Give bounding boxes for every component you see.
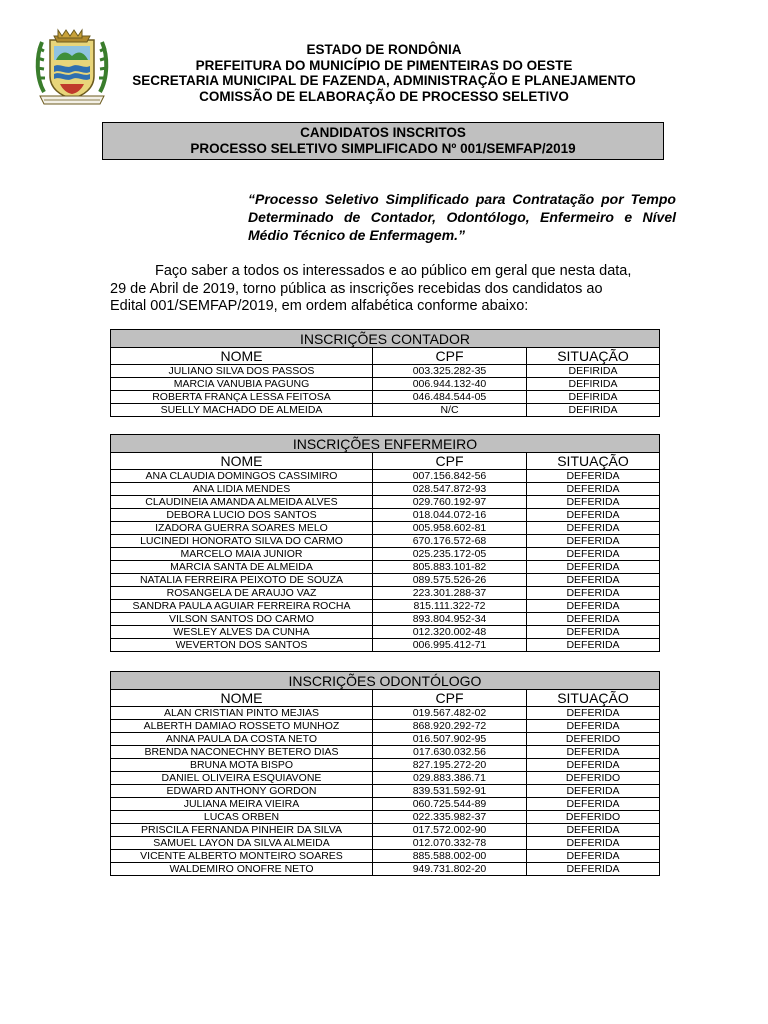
column-header-name: NOME — [111, 348, 373, 365]
table-row — [111, 535, 660, 548]
cpf-cell: 025.235.172-05 — [373, 548, 527, 561]
candidate-name-cell: ALBERTH DAMIAO ROSSETO MUNHOZ — [111, 720, 373, 733]
status-cell: DEFERIDA — [527, 707, 660, 720]
table-title: INSCRIÇÕES ENFERMEIRO — [111, 435, 660, 453]
cpf-cell: 029.883.386.71 — [373, 772, 527, 785]
cpf-cell: 012.070.332-78 — [373, 837, 527, 850]
candidate-name-cell: DANIEL OLIVEIRA ESQUIAVONE — [111, 772, 373, 785]
status-cell: DEFERIDA — [527, 720, 660, 733]
status-cell: DEFIRIDA — [527, 391, 660, 404]
status-cell: DEFERIDA — [527, 509, 660, 522]
cpf-cell: N/C — [373, 404, 527, 417]
candidate-name-cell: CLAUDINEIA AMANDA ALMEIDA ALVES — [111, 496, 373, 509]
status-cell: DEFERIDA — [527, 626, 660, 639]
table-row — [111, 759, 660, 772]
candidate-name-cell: EDWARD ANTHONY GORDON — [111, 785, 373, 798]
cpf-cell: 012.320.002-48 — [373, 626, 527, 639]
candidate-name-cell: WEVERTON DOS SANTOS — [111, 639, 373, 652]
status-cell: DEFERIDA — [527, 837, 660, 850]
cpf-cell: 046.484.544-05 — [373, 391, 527, 404]
status-cell: DEFIRIDA — [527, 365, 660, 378]
table-row — [111, 509, 660, 522]
candidate-name-cell: ANNA PAULA DA COSTA NETO — [111, 733, 373, 746]
table-row — [111, 613, 660, 626]
candidate-name-cell: PRISCILA FERNANDA PINHEIR DA SILVA — [111, 824, 373, 837]
cpf-cell: 006.995.412-71 — [373, 639, 527, 652]
cpf-cell: 019.567.482-02 — [373, 707, 527, 720]
cpf-cell: 007.156.842-56 — [373, 470, 527, 483]
candidate-name-cell: BRENDA NACONECHNY BETERO DIAS — [111, 746, 373, 759]
status-cell: DEFERIDO — [527, 733, 660, 746]
table-row — [111, 378, 660, 391]
status-cell: DEFERIDA — [527, 798, 660, 811]
status-cell: DEFERIDA — [527, 600, 660, 613]
table-row — [111, 850, 660, 863]
candidate-name-cell: ANA CLAUDIA DOMINGOS CASSIMIRO — [111, 470, 373, 483]
candidate-name-cell: ALAN CRISTIAN PINTO MEJIAS — [111, 707, 373, 720]
status-cell: DEFERIDA — [527, 824, 660, 837]
table-row — [111, 707, 660, 720]
table-row — [111, 548, 660, 561]
paragraph-line-2: 29 de Abril de 2019, torno pública as inscrições recebidas dos candidatos ao — [110, 280, 603, 297]
cpf-cell: 839.531.592-91 — [373, 785, 527, 798]
candidate-name-cell: JULIANA MEIRA VIEIRA — [111, 798, 373, 811]
candidate-name-cell: ANA LIDIA MENDES — [111, 483, 373, 496]
table-row — [111, 404, 660, 417]
cpf-cell: 827.195.272-20 — [373, 759, 527, 772]
table-row — [111, 639, 660, 652]
candidate-name-cell: MARCIA VANUBIA PAGUNG — [111, 378, 373, 391]
cpf-cell: 016.507.902-95 — [373, 733, 527, 746]
column-header-name: NOME — [111, 690, 373, 707]
table-row — [111, 522, 660, 535]
status-cell: DEFERIDA — [527, 483, 660, 496]
table-enfermeiro — [110, 434, 660, 652]
cpf-cell: 017.572.002-90 — [373, 824, 527, 837]
candidate-name-cell: BRUNA MOTA BISPO — [111, 759, 373, 772]
title-box — [102, 122, 664, 160]
table-odontologo — [110, 671, 660, 876]
cpf-cell: 670.176.572-68 — [373, 535, 527, 548]
table-row — [111, 561, 660, 574]
table-row — [111, 772, 660, 785]
title-line-1: CANDIDATOS INSCRITOS — [300, 125, 466, 140]
table-row — [111, 746, 660, 759]
header-line-municipality: PREFEITURA DO MUNICÍPIO DE PIMENTEIRAS DO OESTE — [195, 57, 573, 73]
candidate-name-cell: MARCELO MAIA JUNIOR — [111, 548, 373, 561]
candidate-name-cell: JULIANO SILVA DOS PASSOS — [111, 365, 373, 378]
table-row — [111, 574, 660, 587]
column-header-name: NOME — [111, 453, 373, 470]
candidate-name-cell: ROBERTA FRANÇA LESSA FEITOSA — [111, 391, 373, 404]
candidate-name-cell: SAMUEL LAYON DA SILVA ALMEIDA — [111, 837, 373, 850]
table-title: INSCRIÇÕES CONTADOR — [111, 330, 660, 348]
table-row — [111, 470, 660, 483]
candidate-name-cell: NATALIA FERREIRA PEIXOTO DE SOUZA — [111, 574, 373, 587]
status-cell: DEFERIDA — [527, 535, 660, 548]
status-cell: DEFERIDA — [527, 587, 660, 600]
candidate-name-cell: DEBORA LUCIO DOS SANTOS — [111, 509, 373, 522]
cpf-cell: 005.958.602-81 — [373, 522, 527, 535]
cpf-cell: 060.725.544-89 — [373, 798, 527, 811]
table-title: INSCRIÇÕES ODONTÓLOGO — [111, 672, 660, 690]
process-quote: “Processo Seletivo Simplificado para Contratação por Tempo Determinado de Contador, Odontólogo, Enfermeiro e Nível Médio Técnico de Enfermagem.” — [248, 191, 676, 243]
table-row — [111, 600, 660, 613]
column-header-cpf: CPF — [373, 453, 527, 470]
status-cell: DEFIRIDA — [527, 404, 660, 417]
status-cell: DEFERIDA — [527, 574, 660, 587]
candidate-name-cell: WALDEMIRO ONOFRE NETO — [111, 863, 373, 876]
cpf-cell: 885.588.002-00 — [373, 850, 527, 863]
cpf-cell: 223.301.288-37 — [373, 587, 527, 600]
candidate-name-cell: IZADORA GUERRA SOARES MELO — [111, 522, 373, 535]
column-header-status: SITUAÇÃO — [527, 348, 660, 365]
table-row — [111, 785, 660, 798]
candidate-name-cell: WESLEY ALVES DA CUNHA — [111, 626, 373, 639]
candidate-name-cell: VILSON SANTOS DO CARMO — [111, 613, 373, 626]
document-header — [100, 42, 668, 104]
candidate-name-cell: ROSANGELA DE ARAUJO VAZ — [111, 587, 373, 600]
paragraph-line-1: Faço saber a todos os interessados e ao público em geral que nesta data, — [155, 263, 632, 279]
cpf-cell: 893.804.952-34 — [373, 613, 527, 626]
status-cell: DEFIRIDA — [527, 378, 660, 391]
cpf-cell: 006.944.132-40 — [373, 378, 527, 391]
table-row — [111, 496, 660, 509]
cpf-cell: 018.044.072-16 — [373, 509, 527, 522]
column-header-cpf: CPF — [373, 690, 527, 707]
status-cell: DEFERIDO — [527, 811, 660, 824]
title-line-2: PROCESSO SELETIVO SIMPLIFICADO Nº 001/SEMFAP/2019 — [190, 141, 576, 156]
status-cell: DEFERIDA — [527, 522, 660, 535]
status-cell: DEFERIDA — [527, 496, 660, 509]
column-header-status: SITUAÇÃO — [527, 453, 660, 470]
cpf-cell: 868.920.292-72 — [373, 720, 527, 733]
status-cell: DEFERIDA — [527, 639, 660, 652]
table-row — [111, 837, 660, 850]
table-row — [111, 798, 660, 811]
table-row — [111, 733, 660, 746]
status-cell: DEFERIDA — [527, 785, 660, 798]
table-row — [111, 863, 660, 876]
cpf-cell: 003.325.282-35 — [373, 365, 527, 378]
header-line-state: ESTADO DE RONDÔNIA — [306, 42, 462, 57]
column-header-cpf: CPF — [373, 348, 527, 365]
table-row — [111, 391, 660, 404]
cpf-cell: 017.630.032.56 — [373, 746, 527, 759]
status-cell: DEFERIDA — [527, 850, 660, 863]
status-cell: DEFERIDA — [527, 613, 660, 626]
candidate-name-cell: SANDRA PAULA AGUIAR FERREIRA ROCHA — [111, 600, 373, 613]
cpf-cell: 815.111.322-72 — [373, 600, 527, 613]
cpf-cell: 805.883.101-82 — [373, 561, 527, 574]
table-row — [111, 811, 660, 824]
header-line-commission: COMISSÃO DE ELABORAÇÃO DE PROCESSO SELETIVO — [199, 88, 569, 104]
cpf-cell: 029.760.192-97 — [373, 496, 527, 509]
cpf-cell: 089.575.526-26 — [373, 574, 527, 587]
status-cell: DEFERIDA — [527, 470, 660, 483]
status-cell: DEFERIDA — [527, 746, 660, 759]
table-contador — [110, 329, 660, 417]
cpf-cell: 028.547.872-93 — [373, 483, 527, 496]
status-cell: DEFERIDA — [527, 759, 660, 772]
candidate-name-cell: MARCIA SANTA DE ALMEIDA — [111, 561, 373, 574]
cpf-cell: 949.731.802-20 — [373, 863, 527, 876]
table-row — [111, 720, 660, 733]
column-header-status: SITUAÇÃO — [527, 690, 660, 707]
header-line-secretariat: SECRETARIA MUNICIPAL DE FAZENDA, ADMINISTRAÇÃO E PLANEJAMENTO — [132, 73, 636, 88]
status-cell: DEFERIDA — [527, 561, 660, 574]
paragraph-line-3: Edital 001/SEMFAP/2019, em ordem alfabética conforme abaixo: — [110, 298, 529, 314]
candidate-name-cell: LUCINEDI HONORATO SILVA DO CARMO — [111, 535, 373, 548]
table-row — [111, 824, 660, 837]
status-cell: DEFERIDO — [527, 772, 660, 785]
table-row — [111, 626, 660, 639]
table-row — [111, 365, 660, 378]
candidate-name-cell: LUCAS ORBEN — [111, 811, 373, 824]
cpf-cell: 022.335.982-37 — [373, 811, 527, 824]
intro-paragraph — [110, 263, 658, 316]
table-row — [111, 587, 660, 600]
status-cell: DEFERIDA — [527, 548, 660, 561]
candidate-name-cell: VICENTE ALBERTO MONTEIRO SOARES — [111, 850, 373, 863]
candidate-name-cell: SUELLY MACHADO DE ALMEIDA — [111, 404, 373, 417]
table-row — [111, 483, 660, 496]
status-cell: DEFERIDA — [527, 863, 660, 876]
